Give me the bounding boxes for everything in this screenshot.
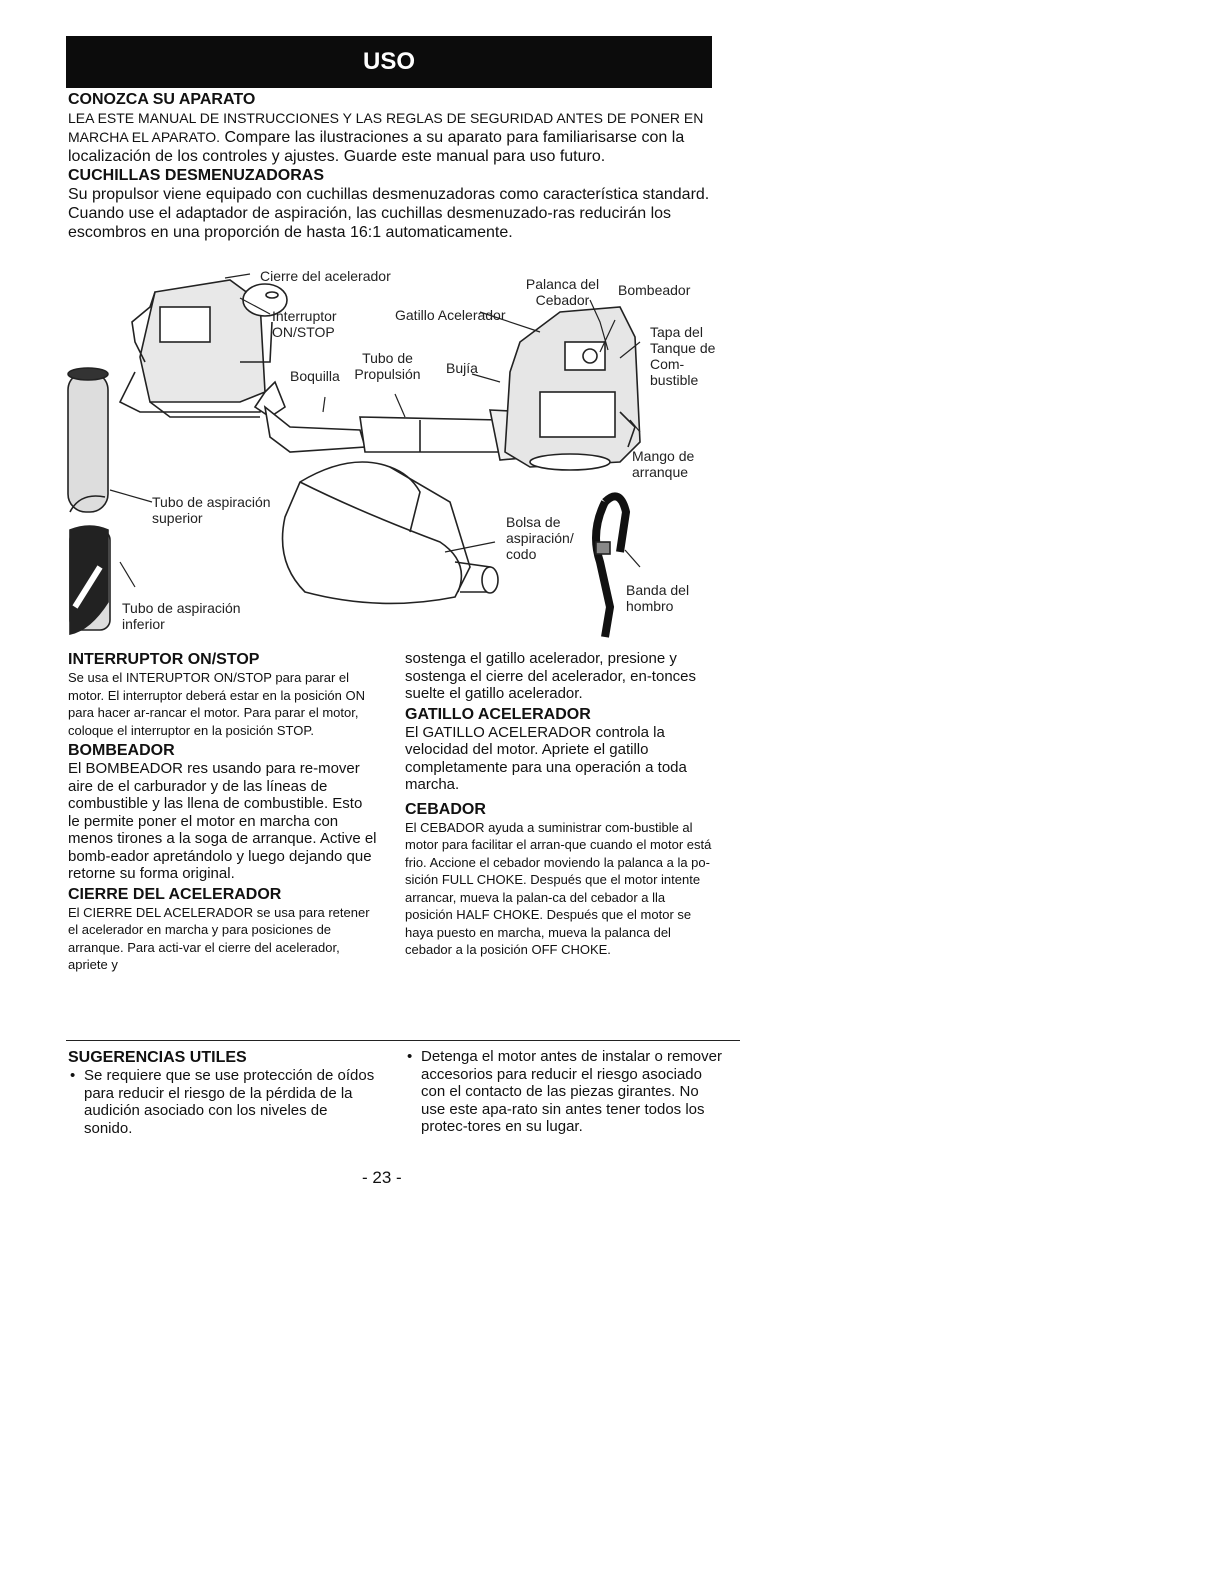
interruptor-text: Se usa el INTERUPTOR ON/STOP para parar el motor. El interruptor deberá estar en la posición ON para hacer ar-rancar el motor. Para parar el motor, coloque el interruptor en la posición STOP. [68, 670, 365, 738]
label-tubo-propulsion: Tubo de Propulsión [354, 350, 421, 382]
intro-text: Compare las ilustraciones a su aparato para familiarisarse con la localización de los controles y ajustes. Guarde este manual para uso futuro. [68, 129, 685, 165]
cuchillas-text: Su propulsor viene equipado con cuchillas desmenuzadoras como característica standard. Cuando use el adaptador de aspiración, las cuchillas desmenuzado-ras reducirán los escombros en una proporción de hasta 16:1 automaticamente. [68, 186, 710, 241]
section-banner: USO [66, 36, 712, 88]
label-bombeador: Bombeador [618, 282, 691, 298]
bombeador-text: El BOMBEADOR res usando para re-mover aire de el carburador y de las líneas de combustible y las llena de combustible. Esto le permite poner el motor en marcha con menos tirones a la soga de arranque. Active el bomb-eador apretándolo y luego dejando que retorne su forma original. [68, 760, 377, 882]
shoulder-strap-drawing [596, 496, 626, 637]
cierre-text: El CIERRE DEL ACELERADOR se usa para retener el acelerador en marcha y para posiciones de arranque. Para acti-var el cierre del acelerador, apriete y [68, 904, 370, 972]
blower-right-drawing [505, 307, 640, 470]
tips-left [68, 1046, 378, 1137]
label-tubo-aspiracion-inferior: Tubo de aspiración inferior [122, 600, 241, 632]
label-cierre-acelerador: Cierre del acelerador [260, 268, 391, 284]
label-tapa-tanque: Tapa del Tanque de Com-bustible [650, 324, 716, 388]
tip-item: • Se requiere que se use protección de oídos para reducir el riesgo de la pérdida de la audición asociado con los niveles de sonido. [68, 1067, 378, 1137]
continued-text: sostenga el gatillo acelerador, presione y sostenga el cierre del acelerador, en-tonces suelte el gatillo acelerador. [405, 650, 697, 702]
page-number: - 23 - [362, 1168, 402, 1187]
heading-sugerencias: SUGERENCIAS UTILES [68, 1049, 247, 1066]
label-tubo-aspiracion-superior: Tubo de aspiración superior [152, 494, 271, 526]
heading-conozca: CONOZCA SU APARATO [68, 91, 256, 108]
cebador-text: El CEBADOR ayuda a suministrar com-bustible al motor para facilitar el arran-que cuando el motor está frio. Accione el cebador moviendo la palanca a la po-sición FULL CHOKE. Después que el motor intente arrancar, mueva la palan-ca del cebador a lla posición HALF CHOKE. Después que el motor se haya puesto en marcha, mueva la palanca del cebador a la posición OFF CHOKE. [405, 819, 712, 957]
heading-bombeador: BOMBEADOR [68, 742, 175, 759]
vacuum-tubes-drawing [68, 368, 110, 634]
label-palanca-cebador: Palanca del Cebador [525, 276, 600, 308]
section-divider [66, 1040, 740, 1041]
label-boquilla: Boquilla [290, 368, 340, 384]
gatillo-text: El GATILLO ACELERADOR controla la velocidad del motor. Apriete el gatillo completamente para una operación a toda marcha. [405, 723, 687, 793]
intro-paragraph [68, 109, 728, 166]
label-banda-hombro: Banda del hombro [626, 582, 690, 614]
tips-right [405, 1048, 725, 1136]
heading-cebador: CEBADOR [405, 800, 486, 818]
label-mango-arranque: Mango de arranque [632, 448, 695, 480]
intro-section [68, 90, 728, 242]
tips-list-left [68, 1067, 378, 1137]
intro-caps-text: LEA ESTE MANUAL DE INSTRUCCIONES Y LAS REGLAS DE SEGURIDAD ANTES DE PONER EN MARCHA EL APARATO. [68, 110, 704, 145]
label-interruptor: Interruptor ON/STOP [272, 308, 337, 340]
label-gatillo-acelerador: Gatillo Acelerador [395, 307, 506, 323]
label-bolsa-aspiracion: Bolsa de aspiración/ codo [506, 514, 574, 562]
tip-item: • Detenga el motor antes de instalar o remover accesorios para reducir el riesgo asociado con el contacto de las piezas girantes. No use este apa-rato sin antes tener todos los protec-tores en su lugar. [405, 1048, 725, 1136]
left-column [68, 648, 378, 974]
heading-interruptor: INTERRUPTOR ON/STOP [68, 651, 260, 668]
heading-cierre-acelerador: CIERRE DEL ACELERADOR [68, 885, 282, 903]
tips-list-right [405, 1048, 725, 1136]
vacuum-bag-drawing [283, 462, 499, 603]
right-column [405, 650, 715, 959]
heading-gatillo-acelerador: GATILLO ACELERADOR [405, 705, 591, 723]
label-bujia: Bujía [446, 360, 478, 376]
heading-cuchillas: CUCHILLAS DESMENUZADORAS [68, 167, 324, 184]
blower-illustration [60, 262, 740, 642]
